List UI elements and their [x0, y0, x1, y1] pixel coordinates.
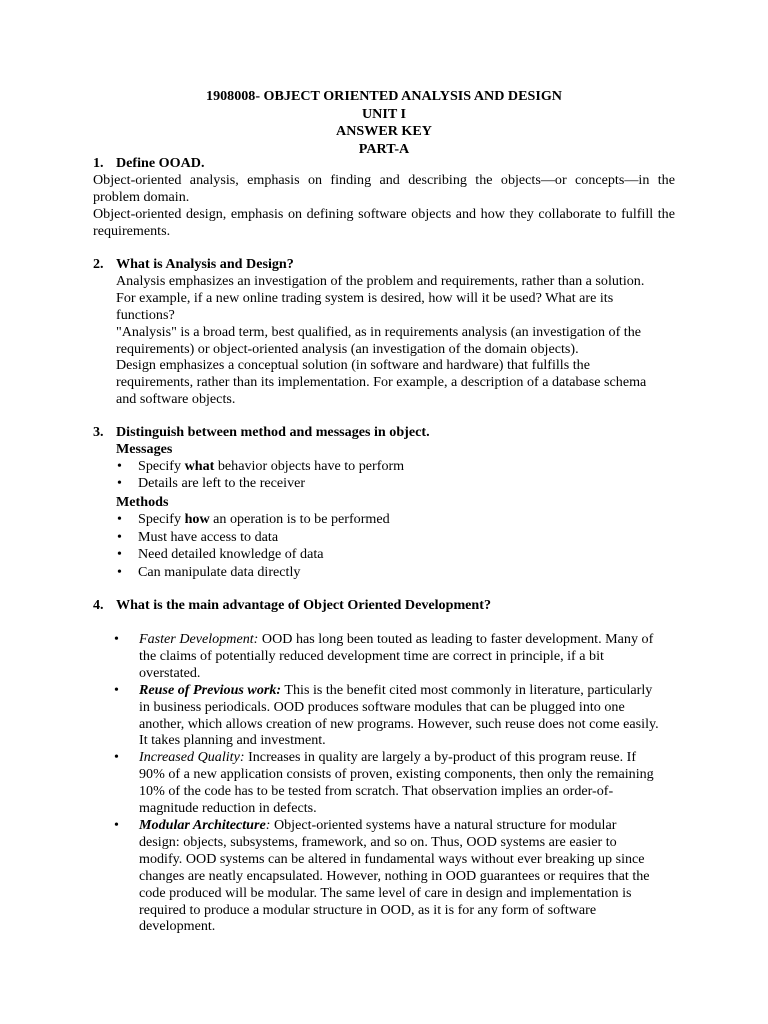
list-item: • Specify what behavior objects have to perform [138, 458, 675, 476]
question-1-paragraph-1: Object-oriented analysis, emphasis on finding and describing the objects—or concepts—in the problem domain. [93, 172, 675, 205]
question-4 [93, 597, 675, 614]
list-item: • Modular Architecture: Object-oriented systems have a natural structure for modular design: objects, subsystems, framework, and so on. Thus, OOD systems are easier to modify. OOD systems can be altered in fundamental ways without ever breaking up since changes are neatly encapsulated. However, nothing in OOD guarantees or requires that the code produced will be modular. The same level of care in design and implementation is required to produce a modular structure in OOD, as it is for any form of software development. [139, 817, 659, 935]
methods-list [93, 511, 675, 581]
question-2-paragraph-1: Analysis emphasizes an investigation of the problem and requirements, rather than a solution. [116, 272, 645, 289]
question-3-heading [93, 424, 675, 441]
question-2-answer [93, 273, 656, 408]
question-1-title: Define OOAD. [116, 155, 205, 171]
list-item: • Faster Development: OOD has long been touted as leading to faster development. Many of the claims of potentially reduced development time are correct in principle, if a bit overstated. [139, 631, 659, 682]
list-item: • Need detailed knowledge of data [138, 546, 675, 564]
question-1-heading [93, 155, 675, 172]
advantages-list [93, 631, 659, 935]
course-title: 1908008- OBJECT ORIENTED ANALYSIS AND DESIGN [206, 88, 562, 104]
messages-heading: Messages [116, 440, 173, 457]
list-item: • Reuse of Previous work: This is the benefit cited most commonly in literature, particularly in business periodicals. OOD produces software modules that can be plugged into one another, which allows creation of new programs. However, such reuse does not come easily. It takes planning and investment. [139, 682, 659, 750]
question-3-number: 3. [93, 424, 104, 440]
question-4-number: 4. [93, 597, 104, 613]
question-2-paragraph-4: Design emphasizes a conceptual solution (in software and hardware) that fulfills the requirements, rather than its implementation. For example, a description of a database schema and software objects. [116, 357, 647, 408]
question-1-number: 1. [93, 155, 104, 171]
methods-heading: Methods [116, 494, 169, 510]
question-2-paragraph-3: "Analysis" is a broad term, best qualified, as in requirements analysis (an investigation of the requirements) or object-oriented analysis (an investigation of the domain objects). [116, 323, 642, 357]
question-3 [93, 424, 675, 581]
question-3-title: Distinguish between method and messages in object. [116, 424, 430, 440]
answer-key-title: ANSWER KEY [336, 123, 432, 140]
question-4-title: What is the main advantage of Object Oriented Development? [116, 597, 492, 613]
list-item: • Increased Quality: Increases in quality are largely a by-product of this program reuse. If 90% of a new application consists of proven, existing components, then only the remaining 10% of the code has to be tested from scratch. That observation implies an order-of-magnitude reduction in defects. [139, 749, 659, 817]
question-1-paragraph-2: Object-oriented design, emphasis on defining software objects and how they collaborate to fulfill the requirements. [93, 205, 675, 239]
question-2-paragraph-2: For example, if a new online trading system is desired, how will it be used? What are its functions? [116, 289, 614, 323]
document-header [0, 88, 768, 158]
question-4-heading [93, 597, 675, 614]
question-2-heading [93, 256, 675, 273]
question-2-number: 2. [93, 256, 104, 272]
list-item: • Must have access to data [138, 529, 675, 547]
list-item: • Details are left to the receiver [138, 475, 675, 493]
question-2 [93, 256, 675, 408]
unit-title: UNIT I [362, 105, 406, 122]
part-title: PART-A [358, 140, 410, 157]
messages-list [93, 458, 675, 493]
list-item: • Specify how an operation is to be performed [138, 511, 675, 529]
question-1-answer [93, 172, 675, 240]
question-2-title: What is Analysis and Design? [116, 256, 294, 272]
question-1 [93, 155, 675, 172]
list-item: • Can manipulate data directly [138, 564, 675, 582]
